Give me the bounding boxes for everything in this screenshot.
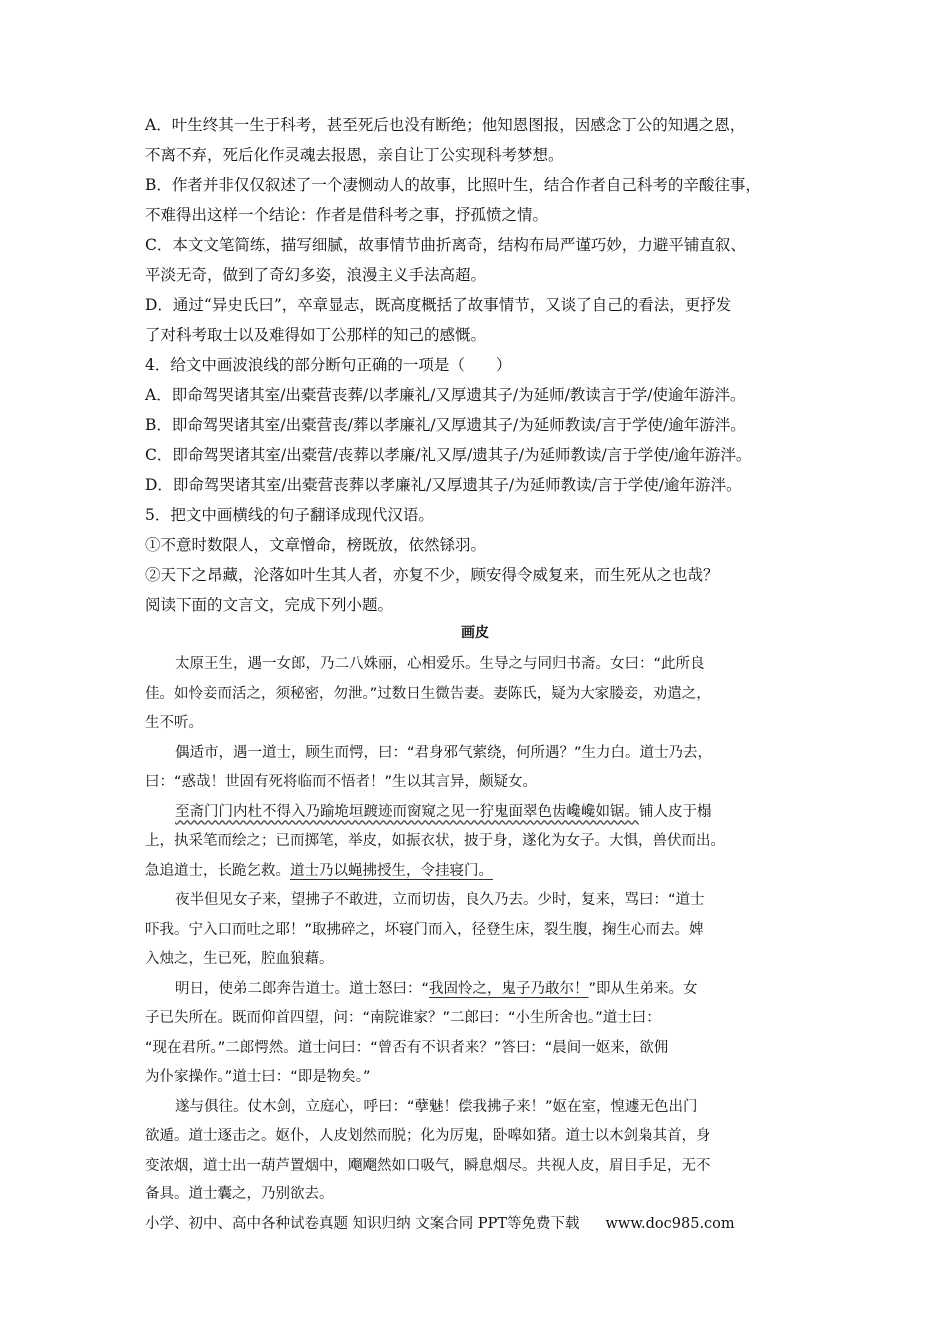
passage-line: 吓我。宁入口而吐之耶！”取拂碎之，坏寝门而入，径登生床，裂生腹，掬生心而去。婢 <box>145 921 704 938</box>
passage-line: 子已失所在。既而仰首四望，问：“南院谁家？”二郎曰：“小生所舍也。”道士曰： <box>145 1010 661 1026</box>
wavy-underlined-text: 至斋门门内杜不得入乃踰垝垣踱迹而窗窥之见一狞鬼面翠色齿巉巉如锯。 <box>175 803 639 820</box>
passage-line: “现在君所。”二郎愕然。道士问曰：“曾否有不识者来？”答曰：“晨间一妪来，欲佣 <box>145 1039 669 1056</box>
passage-text: 铺人皮于榻 <box>639 803 712 820</box>
passage-title: 画皮 <box>461 625 489 641</box>
question-section <box>145 110 825 620</box>
passage-line: 佳。如怜妾而活之，须秘密，勿泄。”过数日生微告妻。妻陈氏，疑为大家媵妾，劝遣之， <box>145 685 711 702</box>
question-4-option-a: A．即命驾哭诸其室/出橐营丧葬/以孝廉礼/又厚遗其子/为延师/教读言于学/使逾年游泮。 <box>145 386 746 404</box>
option-a-line-1: A．叶生终其一生于科考，甚至死后也没有断绝；他知恩图报，因感念丁公的知遇之恩， <box>145 116 746 134</box>
reading-instruction: 阅读下面的文言文，完成下列小题。 <box>145 596 394 614</box>
option-d-line-2: 了对科考取士以及难得如丁公那样的知己的感慨。 <box>145 326 487 344</box>
option-c-line-2: 平淡无奇，做到了奇幻多姿，浪漫主义手法高超。 <box>145 266 487 284</box>
underlined-sentence-1: 道士乃以蝇拂授生，令挂寝门。 <box>290 862 493 879</box>
footer-text: 小学、初中、高中各种试卷真题 知识归纳 文案合同 PPT等免费下载 <box>145 1216 580 1232</box>
passage-line: 太原王生，遇一女郎，乃二八姝丽，心相爱乐。生导之与同归书斋。女曰：“此所良 <box>175 656 705 672</box>
option-b-line-1: B．作者并非仅仅叙述了一个凄恻动人的故事，比照叶生，结合作者自己科考的辛酸往事， <box>145 176 761 194</box>
question-5-stem: 5．把文中画横线的句子翻译成现代汉语。 <box>145 506 434 524</box>
option-a-line-2: 不离不弃，死后化作灵魂去报恩，亲自让丁公实现科考梦想。 <box>145 146 564 164</box>
passage-line-wavy <box>145 798 810 828</box>
passage-line: 夜半但见女子来，望拂子不敢进，立而切齿，良久乃去。少时，复来，骂曰：“道士 <box>175 892 705 908</box>
passage-line: 欲遁。道士逐击之。妪仆，人皮划然而脱；化为厉鬼，卧嗥如猪。道士以木剑枭其首，身 <box>145 1128 711 1144</box>
underlined-sentence-2: 我固怜之，鬼子乃敢尔！ <box>429 980 589 997</box>
passage-line: 上，执采笔而绘之；已而掷笔，举皮，如振衣状，披于身，遂化为女子。大惧，兽伏而出。 <box>145 833 725 849</box>
passage-body <box>145 650 810 1207</box>
passage-line: 曰：“惑哉！世固有死将临而不悟者！”生以其言异，颇疑女。 <box>145 774 538 790</box>
footer-website: www.doc985.com <box>605 1216 735 1232</box>
passage-line: 变浓烟，道士出一葫芦置烟中，飗飗然如口吸气，瞬息烟尽。共视人皮，眉目手足，无不 <box>145 1157 711 1174</box>
question-5-sentence-1: ①不意时数限人，文章憎命，榜既放，依然铩羽。 <box>145 536 487 554</box>
question-4-option-b: B．即命驾哭诸其室/出橐营丧/葬以孝廉礼/又厚遗其子/为延师教读/言于学使/逾年游泮。 <box>145 416 746 434</box>
option-d-line-1: D．通过“异史氏曰”，卒章显志，既高度概括了故事情节，又谈了自己的看法，更抒发 <box>145 296 732 314</box>
passage-line: 生不听。 <box>145 715 203 731</box>
question-4-stem: 4．给文中画波浪线的部分断句正确的一项是（ ） <box>145 356 512 374</box>
passage-text: 明日，使弟二郎奔告道士。道士怒曰：“ <box>175 980 430 997</box>
passage-text: ”即从生弟来。女 <box>588 980 698 997</box>
question-4-option-d: D．即命驾哭诸其室/出橐营丧葬以孝廉礼/又厚遗其子/为延师教读/言于学使/逾年游泮。 <box>145 476 742 494</box>
passage-line: 入烛之，生已死，腔血狼藉。 <box>145 951 334 967</box>
option-c-line-1: C．本文文笔简练，描写细腻，故事情节曲折离奇，结构布局严谨巧妙，力避平铺直叙、 <box>145 236 746 254</box>
passage-line: 偶适市，遇一道士，顾生而愕，曰：“君身邪气萦绕，何所遇？”生力白。道士乃去， <box>175 744 713 761</box>
question-4-option-c: C．即命驾哭诸其室/出橐营/丧葬以孝廉/礼又厚/遗其子/为延师教读/言于学使/逾年游泮。 <box>145 446 752 464</box>
passage-line-underlined <box>145 857 810 887</box>
passage-text: 急追道士，长跪乞救。 <box>145 862 290 879</box>
option-b-line-2: 不难得出这样一个结论：作者是借科考之事，抒孤愤之情。 <box>145 206 549 224</box>
passage-line-underlined <box>145 975 810 1005</box>
question-5-sentence-2: ②天下之昂藏，沦落如叶生其人者，亦复不少，顾安得令威复来，而生死从之也哉？ <box>145 566 719 584</box>
passage-line: 遂与俱往。仗木剑，立庭心，呼曰：“孽魅！偿我拂子来！”妪在室，惶遽无色出门 <box>175 1098 698 1115</box>
passage-line: 备具。道士囊之，乃别欲去。 <box>145 1186 334 1202</box>
passage-line: 为仆家操作。”道士曰：“即是物矣。” <box>145 1069 371 1085</box>
footer-banner <box>145 1213 825 1235</box>
